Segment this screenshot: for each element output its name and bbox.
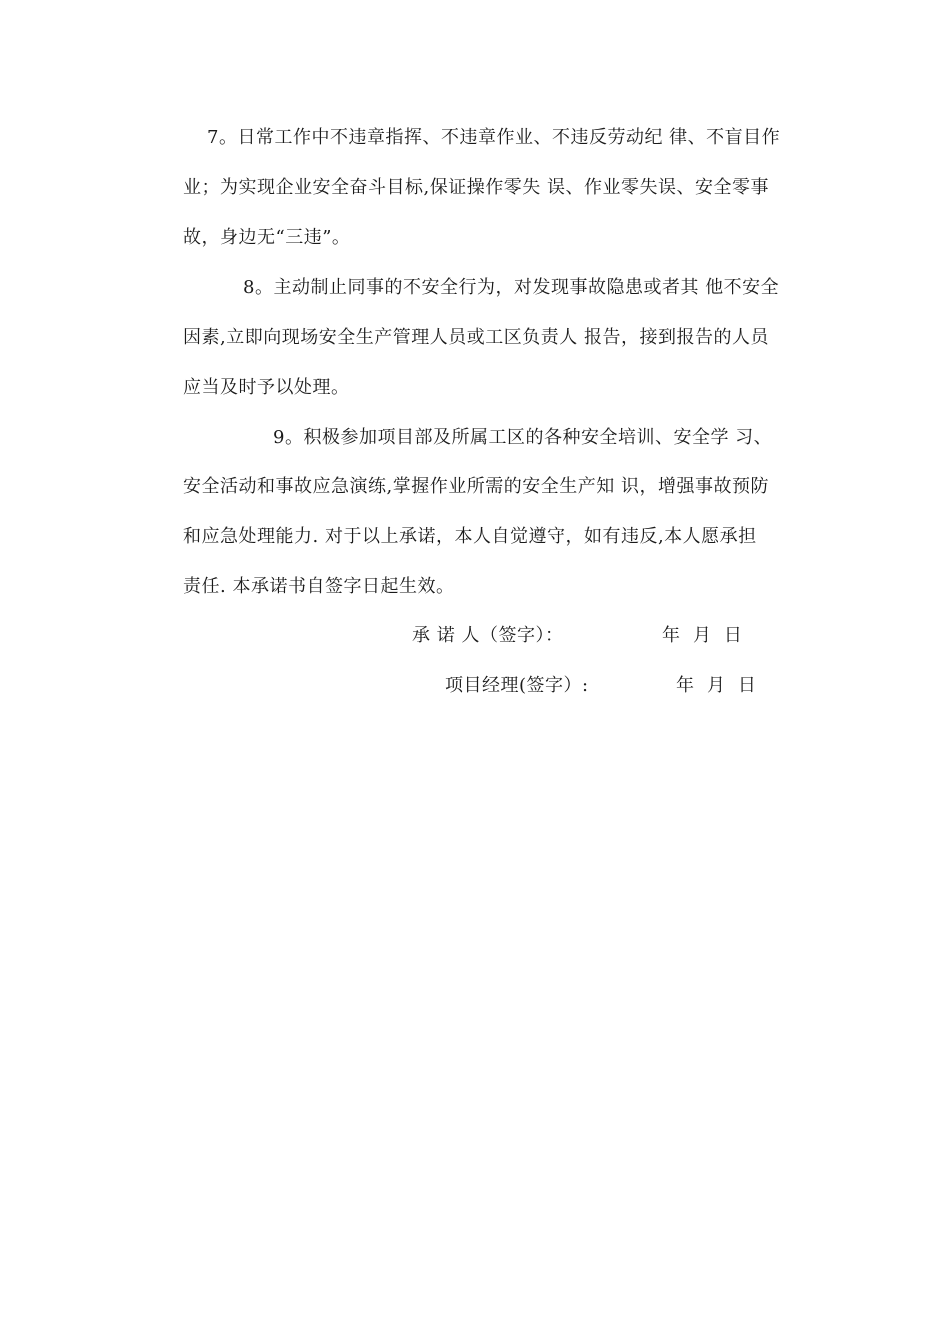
paragraph-9-line-2: 安全活动和事故应急演练,掌握作业所需的安全生产知 识，增强事故预防 — [183, 476, 769, 497]
paragraph-7-line-3: 故，身边无“三违”。 — [183, 227, 351, 248]
paragraph-7-line-1: 7。日常工作中不违章指挥、不违章作业、不违反劳动纪 律、不盲目作 — [207, 127, 781, 148]
paragraph-8-line-3: 应当及时予以处理。 — [183, 377, 350, 398]
signature-manager-label: 项目经理(签字）: — [445, 675, 589, 696]
signature-manager-date: 年 月 日 — [676, 675, 757, 696]
paragraph-9-line-3: 和应急处理能力. 对于以上承诺，本人自觉遵守，如有违反,本人愿承担 — [183, 526, 757, 547]
paragraph-9-line-4: 责任. 本承诺书自签字日起生效。 — [183, 576, 455, 597]
paragraph-7-line-2: 业；为实现企业安全奋斗目标,保证操作零失 误、作业零失误、安全零事 — [183, 177, 769, 198]
signature-promisor-label: 承 诺 人（签字）： — [412, 625, 564, 646]
signature-promisor-date: 年 月 日 — [662, 625, 743, 646]
paragraph-8-line-1: 8。主动制止同事的不安全行为，对发现事故隐患或者其 他不安全 — [243, 277, 780, 298]
paragraph-9-line-1: 9。积极参加项目部及所属工区的各种安全培训、安全学 习、 — [273, 427, 773, 448]
paragraph-8-line-2: 因素,立即向现场安全生产管理人员或工区负责人 报告，接到报告的人员 — [183, 327, 769, 348]
